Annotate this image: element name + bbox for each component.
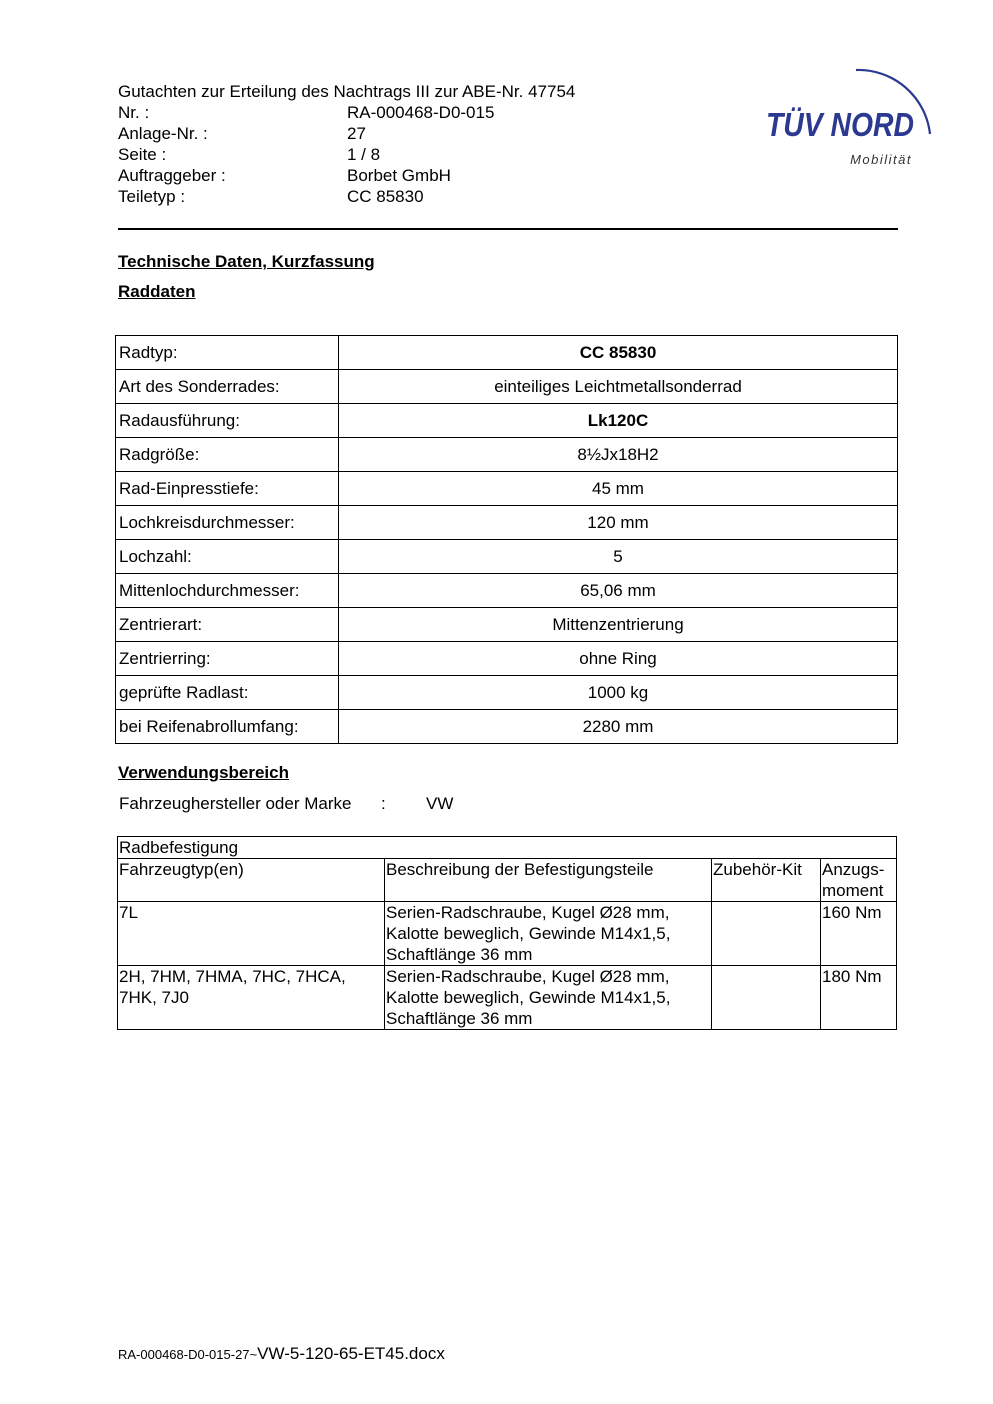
- table-row: [116, 472, 898, 506]
- vehicle-types: 2H, 7HM, 7HMA, 7HC, 7HCA, 7HK, 7J0: [118, 966, 385, 1030]
- row-value: ohne Ring: [339, 642, 898, 676]
- footer-reference: RA-000468-D0-015-27~: [118, 1347, 258, 1362]
- header-divider: [118, 228, 898, 230]
- logo-sub-text: Mobilität: [850, 152, 912, 167]
- row-label: Mittenlochdurchmesser:: [116, 574, 339, 608]
- table-row: [116, 574, 898, 608]
- row-value: 8½Jx18H2: [339, 438, 898, 472]
- maker-value: VW: [426, 794, 454, 813]
- wheel-fixing-table: [117, 836, 897, 1030]
- fixing-description: Serien-Radschraube, Kugel Ø28 mm, Kalotte beweglich, Gewinde M14x1,5, Schaftlänge 36 mm: [385, 902, 712, 966]
- maker-label: Fahrzeughersteller oder Marke: [119, 794, 352, 813]
- row-label: Radgröße:: [116, 438, 339, 472]
- header-label: Seite :: [118, 145, 167, 164]
- header-row-teiletyp: [118, 186, 575, 207]
- vehicle-maker-line: [119, 794, 453, 814]
- row-value: 2280 mm: [339, 710, 898, 744]
- tuv-nord-logo: [762, 58, 940, 170]
- table-row: [118, 902, 897, 966]
- row-label: Radausführung:: [116, 404, 339, 438]
- header-label: Auftraggeber :: [118, 166, 226, 185]
- row-value: CC 85830: [339, 336, 898, 370]
- header-value: 1 / 8: [347, 145, 381, 164]
- header-label: Teiletyp :: [118, 187, 186, 206]
- wheel-data-table: [115, 335, 898, 744]
- table-row: [116, 676, 898, 710]
- vehicle-types: 7L: [118, 902, 385, 966]
- row-label: Art des Sonderrades:: [116, 370, 339, 404]
- row-value: 120 mm: [339, 506, 898, 540]
- accessory-kit: [712, 966, 821, 1030]
- header-value: 27: [347, 124, 366, 143]
- row-label: geprüfte Radlast:: [116, 676, 339, 710]
- row-value: 45 mm: [339, 472, 898, 506]
- row-value: 5: [339, 540, 898, 574]
- table-row: [116, 608, 898, 642]
- row-label: Radtyp:: [116, 336, 339, 370]
- footer-filename: VW-5-120-65-ET45.docx: [257, 1344, 445, 1363]
- header-row-nr: [118, 102, 575, 123]
- table-row: [116, 710, 898, 744]
- row-value: Mittenzentrierung: [339, 608, 898, 642]
- table-title-row: [118, 837, 897, 859]
- document-title: Gutachten zur Erteilung des Nachtrags III zur ABE-Nr. 47754: [118, 82, 576, 101]
- table-row: [118, 966, 897, 1030]
- table-row: [116, 336, 898, 370]
- header-row-seite: [118, 144, 575, 165]
- logo-brand-text: TÜV NORD: [766, 106, 914, 143]
- row-label: Zentrierart:: [116, 608, 339, 642]
- torque: 180 Nm: [821, 966, 897, 1030]
- document-header: [118, 81, 575, 207]
- column-header: Anzugs- moment: [821, 859, 897, 902]
- table-row: [116, 540, 898, 574]
- table-row: [116, 506, 898, 540]
- row-label: Zentrierring:: [116, 642, 339, 676]
- maker-separator: :: [381, 794, 386, 813]
- row-label: bei Reifenabrollumfang:: [116, 710, 339, 744]
- column-header: Fahrzeugtyp(en): [118, 859, 385, 902]
- torque: 160 Nm: [821, 902, 897, 966]
- row-label: Lochzahl:: [116, 540, 339, 574]
- section-title-verwendung: Verwendungsbereich: [118, 763, 289, 782]
- header-value: CC 85830: [347, 187, 424, 206]
- column-header: Beschreibung der Befestigungsteile: [385, 859, 712, 902]
- row-label: Lochkreisdurchmesser:: [116, 506, 339, 540]
- header-value: Borbet GmbH: [347, 166, 451, 185]
- row-value: einteiliges Leichtmetallsonderrad: [339, 370, 898, 404]
- section-title-tech: Technische Daten, Kurzfassung: [118, 252, 375, 271]
- fixing-title: Radbefestigung: [118, 837, 897, 859]
- document-footer: [118, 1344, 445, 1364]
- row-label: Rad-Einpresstiefe:: [116, 472, 339, 506]
- row-value: 1000 kg: [339, 676, 898, 710]
- table-row: [116, 370, 898, 404]
- header-value: RA-000468-D0-015: [347, 103, 495, 122]
- table-row: [116, 404, 898, 438]
- table-row: [116, 438, 898, 472]
- header-label: Nr. :: [118, 103, 150, 122]
- header-row-auftraggeber: [118, 165, 575, 186]
- table-header-row: [118, 859, 897, 902]
- header-row-anlage: [118, 123, 575, 144]
- accessory-kit: [712, 902, 821, 966]
- row-value: 65,06 mm: [339, 574, 898, 608]
- fixing-description: Serien-Radschraube, Kugel Ø28 mm, Kalotte beweglich, Gewinde M14x1,5, Schaftlänge 36 mm: [385, 966, 712, 1030]
- section-title-raddaten: Raddaten: [118, 282, 196, 301]
- column-header: Zubehör-Kit: [712, 859, 821, 902]
- row-value: Lk120C: [339, 404, 898, 438]
- header-label: Anlage-Nr. :: [118, 124, 208, 143]
- table-row: [116, 642, 898, 676]
